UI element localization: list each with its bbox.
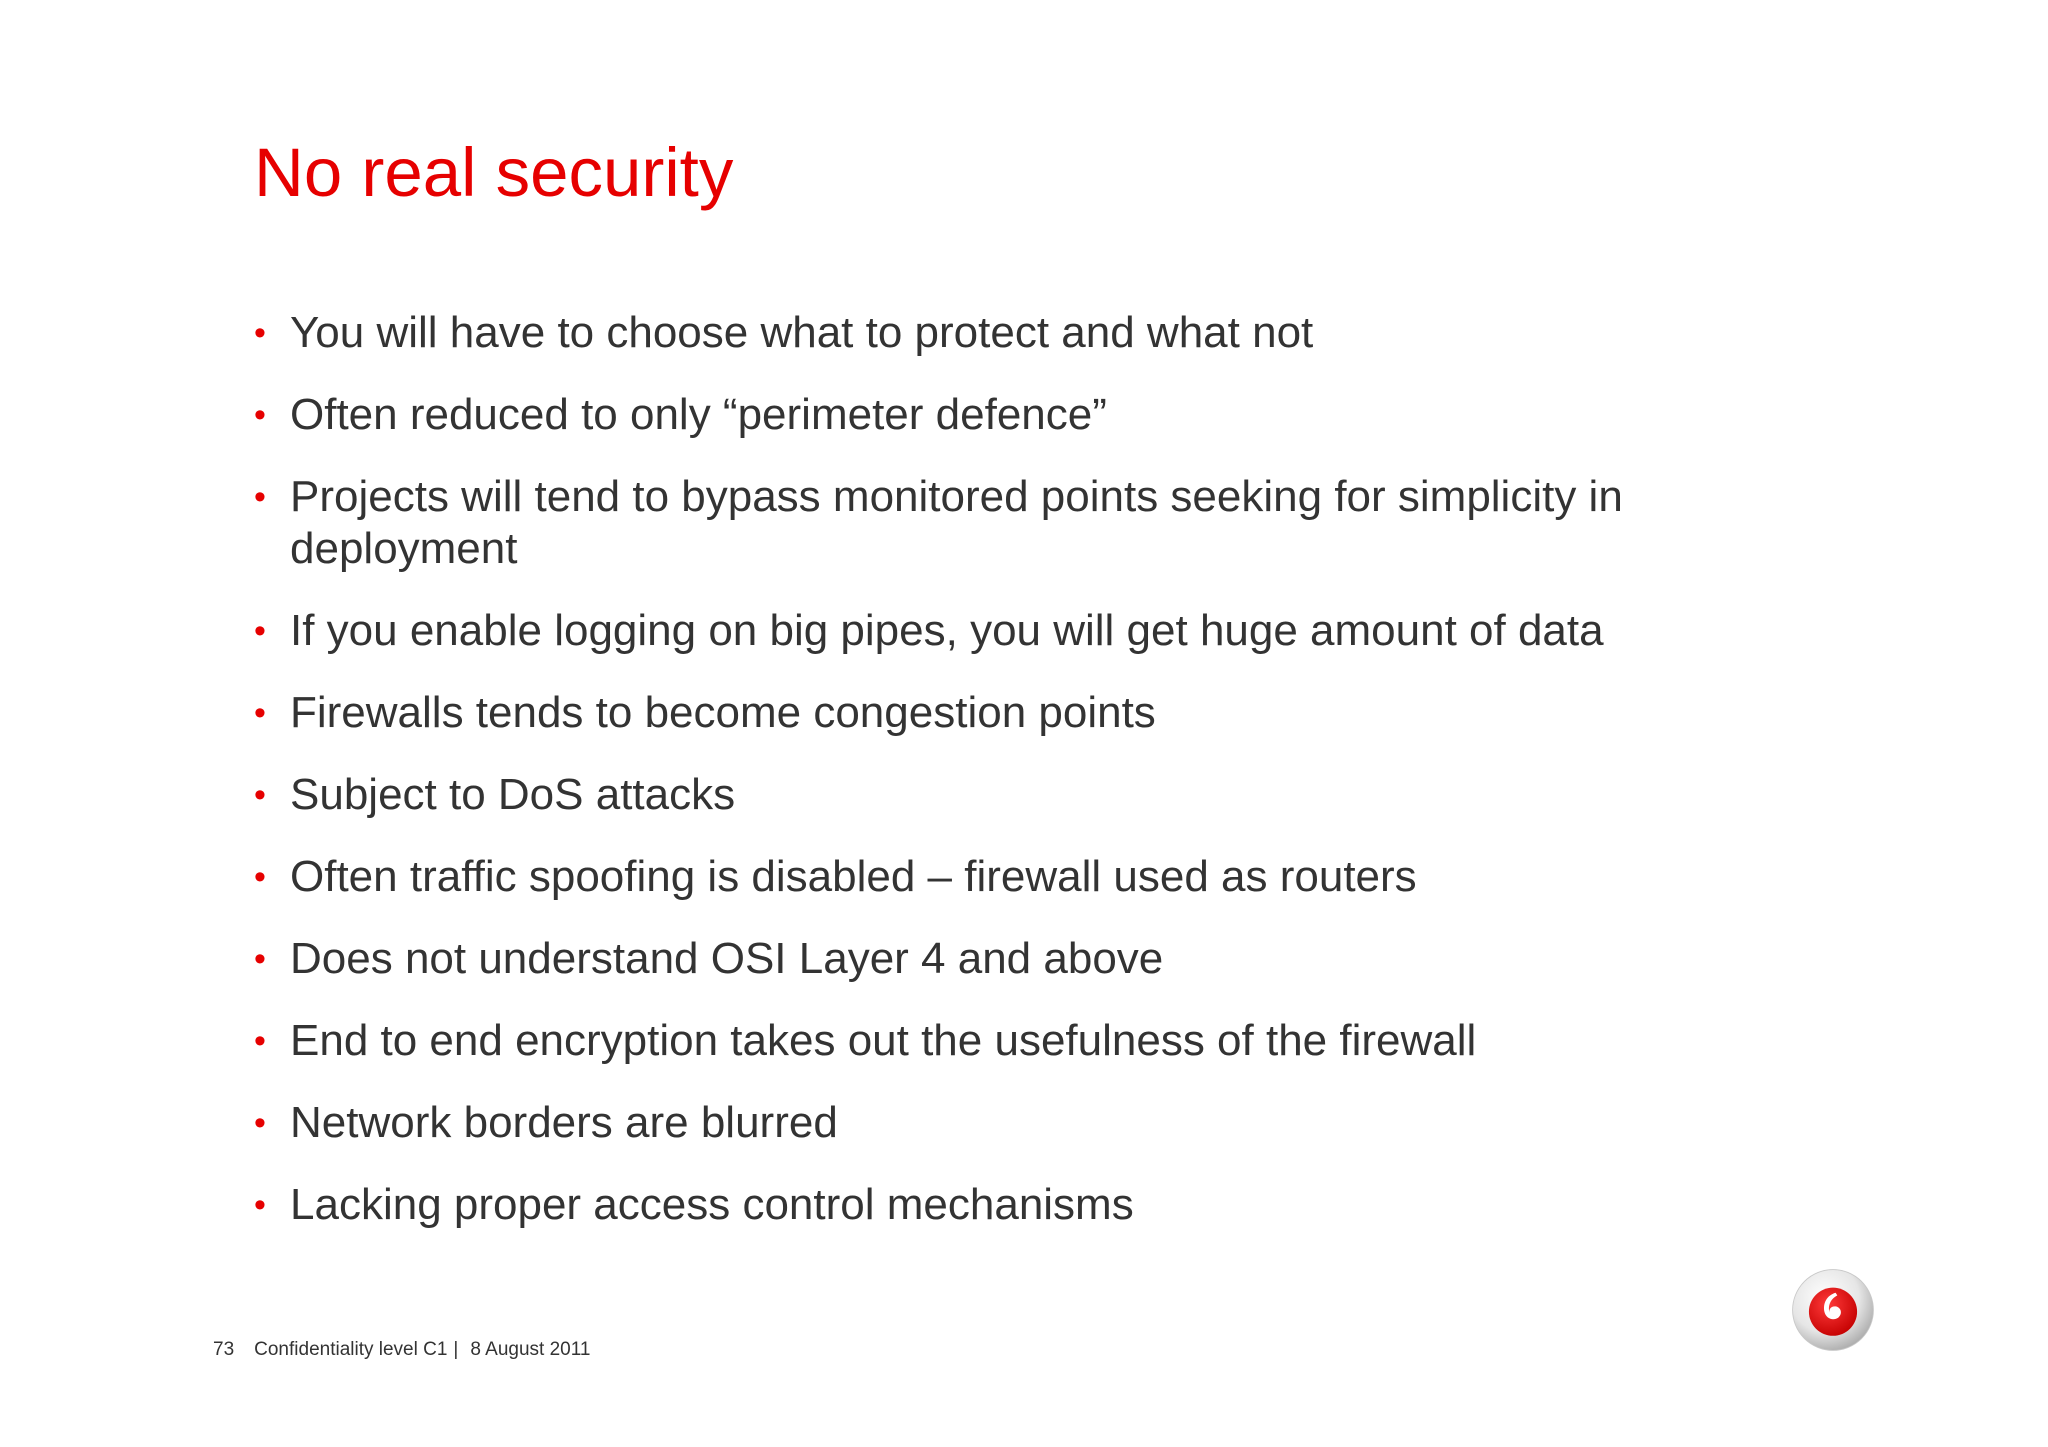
footer-date: 8 August 2011 bbox=[470, 1339, 591, 1360]
bullet-marker: • bbox=[254, 314, 266, 352]
bullet-marker: • bbox=[254, 478, 266, 516]
bullet-item bbox=[254, 933, 1754, 985]
bullet-marker: • bbox=[254, 1186, 266, 1224]
bullet-marker: • bbox=[254, 612, 266, 650]
bullet-text: Subject to DoS attacks bbox=[290, 770, 736, 819]
bullet-marker: • bbox=[254, 940, 266, 978]
bullet-text: Network borders are blurred bbox=[290, 1098, 838, 1147]
bullet-marker: • bbox=[254, 776, 266, 814]
bullet-marker: • bbox=[254, 858, 266, 896]
bullet-item bbox=[254, 769, 1754, 821]
bullet-item bbox=[254, 1015, 1754, 1067]
vodafone-logo-icon bbox=[1790, 1267, 1876, 1353]
bullet-marker: • bbox=[254, 396, 266, 434]
bullet-item bbox=[254, 1097, 1754, 1149]
bullet-item bbox=[254, 687, 1754, 739]
bullet-item bbox=[254, 389, 1754, 441]
bullet-list bbox=[254, 307, 1754, 1261]
bullet-item bbox=[254, 851, 1754, 903]
bullet-marker: • bbox=[254, 1104, 266, 1142]
bullet-text: Does not understand OSI Layer 4 and above bbox=[290, 934, 1164, 983]
confidentiality-label: Confidentiality level C1 bbox=[254, 1339, 448, 1360]
bullet-item bbox=[254, 471, 1754, 575]
footer-separator: | bbox=[453, 1339, 459, 1360]
bullet-text: Often traffic spoofing is disabled – firewall used as routers bbox=[290, 852, 1417, 901]
bullet-item bbox=[254, 1179, 1754, 1231]
bullet-item bbox=[254, 605, 1754, 657]
bullet-text: If you enable logging on big pipes, you will get huge amount of data bbox=[290, 606, 1604, 655]
bullet-marker: • bbox=[254, 1022, 266, 1060]
bullet-text: You will have to choose what to protect and what not bbox=[290, 308, 1314, 357]
page-number: 73 bbox=[213, 1339, 235, 1360]
bullet-text: Projects will tend to bypass monitored points seeking for simplicity in deployment bbox=[290, 472, 1623, 573]
bullet-item bbox=[254, 307, 1754, 359]
bullet-marker: • bbox=[254, 694, 266, 732]
slide-footer bbox=[213, 1339, 590, 1361]
bullet-text: Often reduced to only “perimeter defence” bbox=[290, 390, 1107, 439]
bullet-text: Firewalls tends to become congestion points bbox=[290, 688, 1156, 737]
bullet-text: End to end encryption takes out the usefulness of the firewall bbox=[290, 1016, 1477, 1065]
slide-title: No real security bbox=[254, 134, 734, 211]
bullet-text: Lacking proper access control mechanisms bbox=[290, 1180, 1134, 1229]
